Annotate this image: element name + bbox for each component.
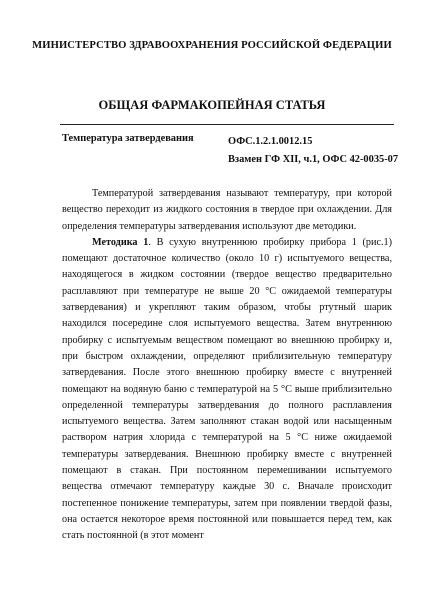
article-type-title: ОБЩАЯ ФАРМАКОПЕЙНАЯ СТАТЬЯ	[98, 98, 326, 112]
title-divider	[60, 124, 394, 125]
method-1-label: Методика 1	[92, 236, 149, 248]
article-replaces: Взамен ГФ XII, ч.1, ОФС 42-0035-07	[228, 154, 399, 165]
method-1-text: . В сухую внутреннюю пробирку прибора 1 (рис.1) помещают достаточное количество (около 10 г) испытуемого вещества, находящегося в жидком состоянии (твердое вещество предварительно расплавляют при температуре не выше 20 °С ожидаемой температуры затвердевания) и укрепляют таким образом, чтобы ртутный шарик находился посередине слоя испытуемого вещества. Затем внутреннюю пробирку с испытуемым веществом помещают во внешнюю пробирку и, при быстром охлаждении, определяют приблизительную температуру затвердевания. После этого внешнюю пробирку вместе с внутренней помещают на водяную баню с температурой на 5 °С выше приблизительно определенной температуры затвердевания до полного расплавления испытуемого вещества. Затем заполняют стакан водой или насыщенным раствором натрия хлорида с температурой на 5 °С ниже ожидаемой температуры затвердевания. Внешнюю пробирку вместе с внутренней помещают в стакан. При постоянном перемешивании испытуемого вещества отмечают температуру каждые 30 с. Вначале происходит постепенное понижение температуры, затем при появлении твердой фазы, она остается некоторое время постоянной или повышается перед тем, как стать постоянной (в этот момент	[62, 236, 392, 542]
article-codes	[228, 133, 398, 169]
article-subject: Температура затвердевания	[62, 133, 194, 144]
article-body	[62, 186, 392, 545]
ministry-heading: МИНИСТЕРСТВО ЗДРАВООХРАНЕНИЯ РОССИЙСКОЙ ФЕДЕРАЦИИ	[32, 40, 392, 51]
intro-paragraph: Температурой затвердевания называют температуру, при которой вещество переходит из жидкого состояния в твердое при охлаждении. Для определения температуры затвердевания используют две методики.	[62, 188, 392, 232]
article-code: ОФС.1.2.1.0012.15	[228, 136, 313, 147]
method-1-paragraph	[62, 235, 392, 545]
